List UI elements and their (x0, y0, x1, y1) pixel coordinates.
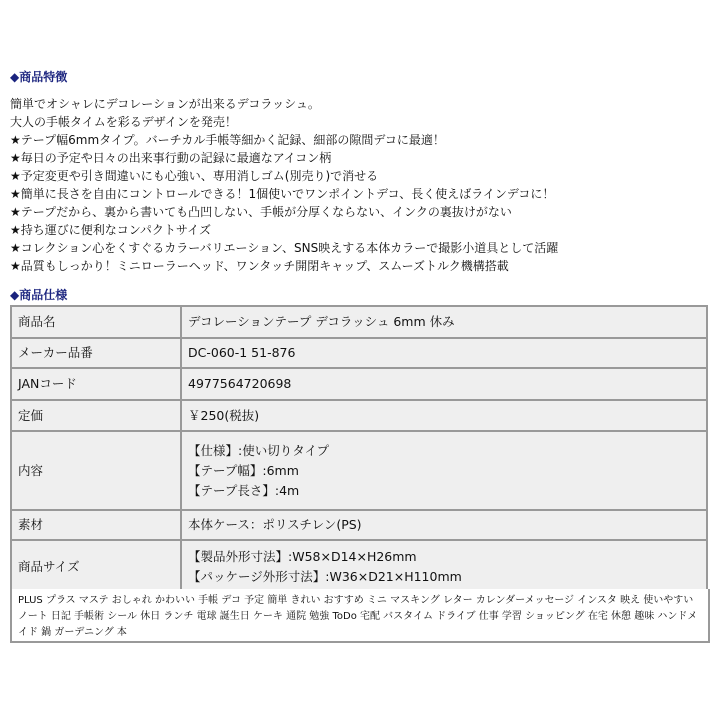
feature-line: ★予定変更や引き間違いにも心強い、専用消しゴム(別売り)で消せる (10, 169, 379, 183)
feature-line: 簡単でオシャレにデコレーションが出来るデコラッシュ。 (10, 97, 320, 111)
spec-value (181, 338, 707, 368)
spec-label: JANコード (11, 368, 181, 400)
spec-value (181, 540, 707, 593)
specs-table (10, 305, 708, 594)
spec-value-line: 【仕様】:使い切りタイプ (188, 442, 330, 458)
feature-line: ★毎日の予定や日々の出来事行動の記録に最適なアイコン柄 (10, 151, 332, 165)
tags-box: PLUS プラス マステ おしゃれ かわいい 手帳 デコ 予定 簡単 きれい おすすめ ミニ マスキング レター カレンダーメッセージ インスタ 映え 使いやすい ノート 日記 手帳術 シール 休日 ランチ 電球 誕生日 ケーキ 通院 勉強 ToDo 宅配 バスタイム ドライブ 仕事 学習 ショッピング 在宅 休憩 趣味 ハンドメイド 鍋 ガーデニング 本 (10, 589, 710, 643)
spec-row (11, 540, 707, 593)
spec-label: 商品名 (11, 306, 181, 338)
spec-value-line: ￥250(税抜) (188, 407, 260, 423)
spec-row (11, 400, 707, 431)
spec-label: 内容 (11, 431, 181, 510)
feature-line: ★簡単に長さを自由にコントロールできる！1個使いでワンポイントデコ、長く使えばラインデコに！ (10, 187, 555, 201)
spec-value-line: 【パッケージ外形寸法】:W36×D21×H110mm (188, 568, 462, 584)
spec-row (11, 431, 707, 510)
specs-heading: ◆商品仕様 (10, 288, 68, 302)
spec-value (181, 431, 707, 510)
spec-value-line: 【テープ長さ】:4m (188, 482, 300, 498)
spec-label: 素材 (11, 510, 181, 540)
feature-line: ★品質もしっかり！ミニローラーヘッド、ワンタッチ開閉キャップ、スムーズトルク機構搭載 (10, 259, 509, 273)
feature-line: ★テープだから、裏から書いても凸凹しない、手帳が分厚くならない、インクの裏抜けがない (10, 205, 512, 219)
spec-value-line: DC-060-1 51-876 (188, 345, 296, 360)
spec-value-line: 本体ケース：ポリスチレン(PS) (188, 517, 362, 532)
spec-row (11, 306, 707, 338)
spec-value (181, 400, 707, 431)
spec-value-line: 【テープ幅】:6mm (188, 462, 299, 478)
spec-value (181, 510, 707, 540)
spec-label: メーカー品番 (11, 338, 181, 368)
spec-row (11, 338, 707, 368)
feature-line: ★コレクション心をくすぐるカラーバリエーション、SNS映えする本体カラーで撮影小道具として活躍 (10, 241, 559, 255)
spec-value-line: 4977564720698 (188, 376, 292, 391)
spec-value-line: デコレーションテープ デコラッシュ 6mm 休み (188, 314, 455, 329)
spec-row (11, 368, 707, 400)
spec-value-line: 【製品外形寸法】:W58×D14×H26mm (188, 548, 417, 564)
feature-line: ★持ち運びに便利なコンパクトサイズ (10, 223, 211, 237)
spec-row (11, 510, 707, 540)
spec-value (181, 306, 707, 338)
features-list (10, 95, 558, 275)
feature-line: 大人の手帳タイムを彩るデザインを発売！ (10, 115, 237, 129)
spec-label: 商品サイズ (11, 540, 181, 593)
feature-line: ★テープ幅6mmタイプ。バーチカル手帳等細かく記録、細部の隙間デコに最適！ (10, 133, 445, 147)
features-heading: ◆商品特徴 (10, 70, 68, 84)
spec-value (181, 368, 707, 400)
spec-label: 定価 (11, 400, 181, 431)
